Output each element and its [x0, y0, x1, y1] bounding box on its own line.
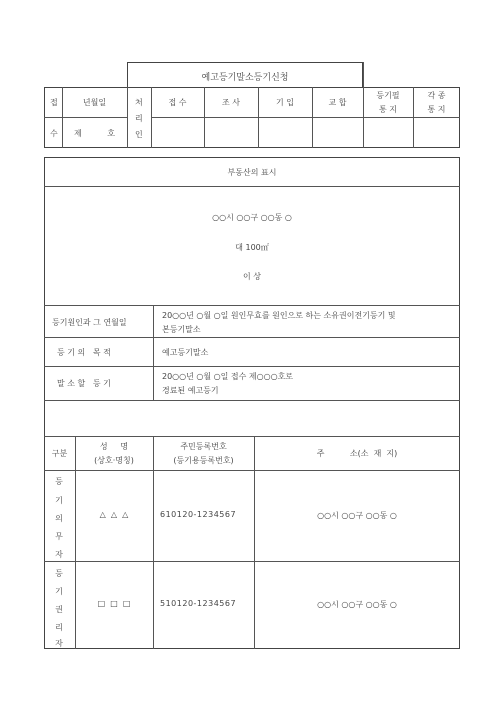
- holder-name: □ □ □: [97, 599, 131, 608]
- receipt-label: 접: [50, 98, 58, 107]
- obligor-name: △ △ △: [99, 510, 129, 519]
- cancel-label: 말 소 할 등 기: [57, 379, 111, 388]
- obligor-type-1: 등: [55, 477, 63, 486]
- cancel-value: 20○○년 ○월 ○일 접수 제○○○호로 경료된 예고등기: [162, 372, 294, 395]
- number-label: 제 호: [74, 129, 115, 138]
- holder-type-5: 자: [55, 639, 63, 648]
- body-frame: [44, 157, 460, 649]
- form-title: 예고등기말소등기신청: [201, 73, 289, 83]
- col-name: 성 명 (상호·명칭): [94, 442, 134, 465]
- date-label: 년월일: [82, 98, 107, 107]
- holder-type-3: 권: [55, 605, 63, 614]
- col-inspect: 조 사: [222, 98, 240, 107]
- holder-type-4: 리: [55, 623, 63, 632]
- col-various-notice: 각 종 통 지: [427, 91, 446, 114]
- obligor-type-3: 의: [55, 514, 63, 523]
- obligor-type-4: 무: [55, 532, 63, 541]
- obligor-id: 610120-1234567: [160, 510, 237, 519]
- property-address: ○○시 ○○구 ○○동 ○: [212, 213, 292, 222]
- property-section-title: 부동산의 표시: [227, 168, 277, 177]
- holder-address: ○○시 ○○구 ○○동 ○: [317, 600, 397, 609]
- property-land: 대 100㎡: [235, 243, 269, 252]
- processor-label-2: 리: [135, 114, 143, 123]
- receipt-label-2: 수: [50, 129, 58, 138]
- cause-label: 등기원인과 그 연월일: [52, 318, 127, 327]
- col-type: 구분: [51, 449, 68, 458]
- property-end-mark: 이 상: [243, 272, 261, 281]
- holder-type-2: 기: [55, 587, 63, 596]
- obligor-address: ○○시 ○○구 ○○동 ○: [317, 511, 397, 520]
- col-collation: 교 합: [328, 98, 347, 107]
- col-address: 주 소(소 재 지): [316, 449, 398, 458]
- holder-id: 510120-1234567: [160, 599, 237, 608]
- obligor-type-5: 자: [55, 550, 63, 559]
- obligor-type-2: 기: [55, 496, 63, 505]
- col-receipt: 접 수: [168, 98, 187, 107]
- cause-value: 20○○년 ○월 ○일 원인무효를 원인으로 하는 소유권이전기등기 및 본등기말소: [162, 311, 396, 334]
- col-entry: 기 입: [276, 98, 294, 107]
- processor-label-1: 처: [135, 98, 143, 107]
- purpose-value: 예고등기말소: [162, 348, 209, 357]
- holder-type-1: 등: [55, 569, 63, 578]
- col-id: 주민등록번호 (등기용등록번호): [173, 442, 234, 465]
- purpose-label: 등 기 의 목 적: [57, 348, 111, 357]
- col-completion-notice: 등기필 통 지: [376, 91, 400, 114]
- processor-label-3: 인: [135, 130, 143, 139]
